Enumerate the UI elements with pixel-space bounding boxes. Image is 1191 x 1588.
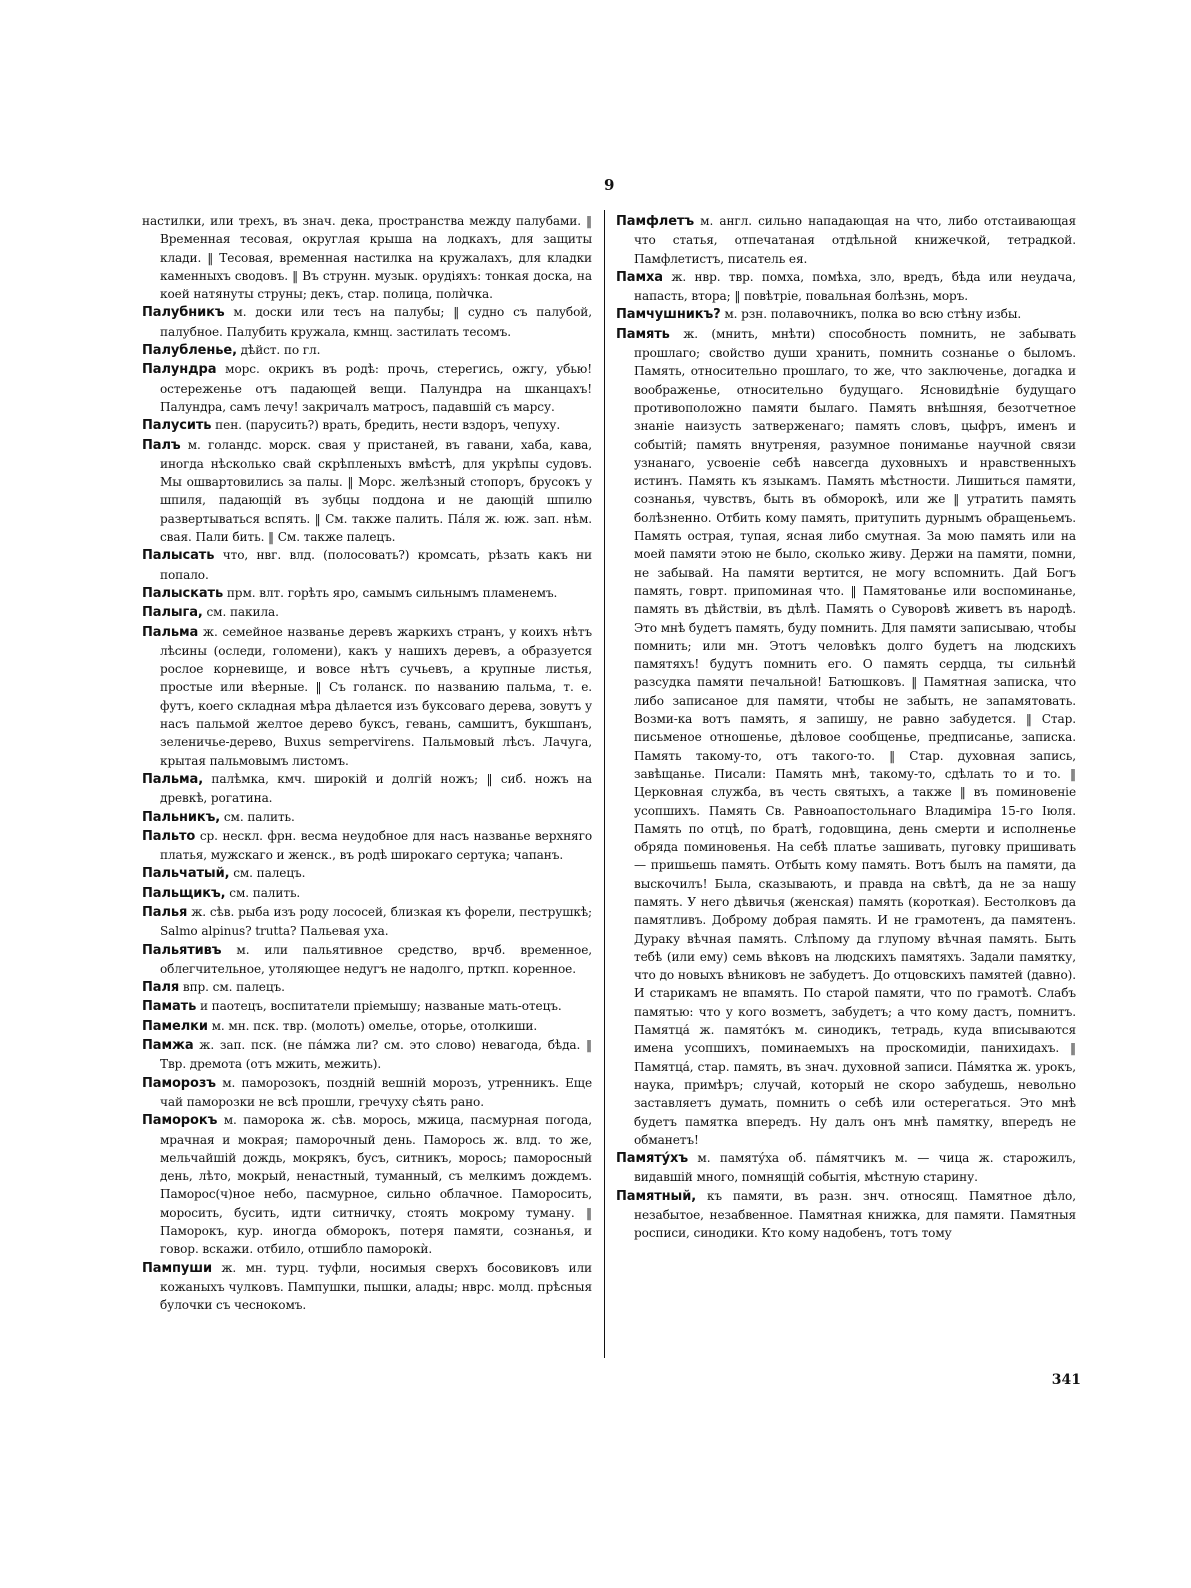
dictionary-entry: [142, 623, 592, 770]
entry-headword: Палыга,: [142, 605, 203, 621]
signature-mark: 9: [604, 176, 615, 194]
entry-headword: Паморокъ: [142, 1113, 218, 1129]
entry-headword: Палысать: [142, 548, 215, 564]
dictionary-entry: [142, 212, 592, 303]
column-divider: [604, 210, 605, 1358]
entry-definition: м. мн. пск. твр. (молоть) омелье, оторье, отолкиши.: [211, 1018, 538, 1033]
entry-headword: Пальма: [142, 624, 199, 640]
dictionary-entry: [142, 1036, 592, 1074]
dictionary-entry: [142, 1111, 592, 1258]
left-column: [142, 212, 592, 1315]
entry-headword: Памха: [616, 269, 663, 285]
entry-definition: м. англ. сильно нападающая на что, либо отстаивающая что статья, отпечатаная отдѣльной книжечкой, тетрадкой. Памфлетистъ, писатель ея.: [634, 214, 1076, 266]
entry-headword: Пальма,: [142, 771, 204, 787]
dictionary-entry: [142, 884, 592, 903]
dictionary-entry: [142, 808, 592, 827]
dictionary-entry: [616, 1187, 1076, 1243]
entry-definition: м. доски или тесъ на палубы; ‖ судно съ палубой, палубное. Палубить кружала, кмнщ. застилать тесомъ.: [160, 305, 592, 339]
entry-definition: см. пакила.: [206, 605, 279, 620]
entry-definition: ж. мн. турц. туфли, носимыя сверхъ босовиковъ или кожаныхъ чулковъ. Пампушки, пышки, алады; нврс. молд. прѣсныя булочки съ чеснокомъ.: [160, 1260, 592, 1313]
entry-headword: Пальчатый,: [142, 866, 230, 882]
dictionary-entry: [142, 941, 592, 979]
entry-definition: дѣйст. по гл.: [240, 343, 321, 358]
entry-definition: что, нвг. влд. (полосовать?) кромсать, рѣзать какъ ни попало.: [160, 548, 592, 582]
entry-definition: и паотецъ, воспитатели пріемышу; названые мать-отецъ.: [199, 999, 562, 1014]
dictionary-entry: [142, 360, 592, 416]
entry-headword: Паля: [142, 980, 180, 996]
dictionary-entry: [616, 268, 1076, 306]
entry-definition: м. паморозокъ, поздній вешній морозъ, утренникъ. Еще чай паморозки не всѣ прошли, гречуху сѣять рано.: [160, 1075, 593, 1109]
dictionary-entry: [142, 546, 592, 584]
dictionary-entry: [616, 305, 1076, 324]
entry-headword: Памфлетъ: [616, 214, 695, 229]
dictionary-entry: [142, 978, 592, 997]
dictionary-entry: [616, 1149, 1076, 1187]
entry-definition: м. рзн. полавочникъ, полка во всю стѣну избы.: [724, 307, 1022, 322]
entry-headword: Память: [616, 326, 670, 342]
entry-headword: Памятýхъ: [616, 1151, 688, 1167]
entry-definition: ж. зап. пск. (не пáмжа ли? см. это слово) невагода, бѣда. ‖ Твр. дремота (отъ мжить, межить).: [160, 1038, 592, 1072]
entry-definition: см. палить.: [223, 809, 295, 824]
entry-headword: Пальникъ,: [142, 809, 221, 825]
entry-headword: Памелки: [142, 1018, 208, 1034]
dictionary-entry: [142, 1017, 592, 1036]
entry-definition: палѣмка, кмч. широкій и долгій ножъ; ‖ сиб. ножъ на древкѣ, рогатина.: [160, 771, 592, 806]
dictionary-entry: [142, 436, 592, 547]
dictionary-entry: [616, 212, 1076, 268]
dictionary-entry: [142, 303, 592, 341]
entry-definition: м. голандс. морск. свая у пристаней, въ гавани, хаба, кава, иногда нѣсколько свай скрѣпленыхъ вмѣстѣ, для укрѣпы судовъ. Мы ошвартовились за палы. ‖ Морс. желѣзный стопоръ, брусокъ у шпиля, падающій въ зубцы поддона и не дающій шпилю развертываться вспять. ‖ См. также палить. Пáля ж. юж. зап. нѣм. свая. Пали бить. ‖ См. также палецъ.: [160, 437, 593, 545]
entry-headword: Палубникъ: [142, 305, 225, 321]
entry-definition: впр. см. палецъ.: [182, 980, 285, 995]
entry-definition: ж. семейное названье деревъ жаркихъ странъ, у коихъ нѣтъ лѣсины (оследи, голомени), какъ у нашихъ деревъ, а образуется рослое корневище, и вовсе нѣтъ сучьевъ, а крупные листья, простые или вѣерные. ‖ Съ голанск. по названию пальма, т. е. футъ, коего складная мѣра дѣлается изъ буксоваго дерева, зовутъ у насъ пальмой желтое дерево буксъ, гевань, самшитъ, букшпанъ, зеленичье-дерево, Buxus sempervirens. Пальмовый лѣсъ. Лачуга, крытая пальмовымъ листомъ.: [160, 624, 592, 768]
dictionary-entry: [142, 903, 592, 941]
entry-headword: Палусить: [142, 418, 212, 434]
dictionary-entry: [142, 770, 592, 808]
entry-headword: Памятный,: [616, 1188, 697, 1204]
page-number: 341: [1051, 1372, 1081, 1388]
entry-headword: Палубленье,: [142, 343, 237, 359]
entry-headword: Пальто: [142, 828, 196, 844]
entry-definition: къ памяти, въ разн. знч. относящ. Памятное дѣло, незабытое, незабвенное. Памятная книжка, для памяти. Памятныя росписи, синодики. Кто кому надобенъ, тотъ тому: [634, 1188, 1076, 1241]
entry-headword: Палья: [142, 904, 188, 920]
entry-definition: м. паморока ж. сѣв. морось, мжица, пасмурная погода, мрачная и мокрая; паморочный день. Паморось ж. влд. то же, мельчайшій дождь, мокрякъ, бусъ, ситникъ, морось; паморосный день, лѣто, мокрый, ненастный, туманный, съ мелкимъ дождемъ. Паморос(ч)ное небо, пасмурное, сильно облачное. Паморосить, моросить, бусить, идти ситничку, стоять мокрому туману. ‖ Паморокъ, кур. иногда обморокъ, потеря памяти, сознанья, и говор. вскажи. отбило, отшибло паморокѝ.: [160, 1113, 593, 1257]
entry-definition: пен. (парусить?) врать, бредить, нести вздоръ, чепуху.: [215, 418, 561, 433]
entry-definition: морс. окрикъ въ родѣ: прочь, стерегись, ожгу, убью! остереженье отъ падающей вещи. Палундра на шканцахъ! Палундра, самъ лечу! закричалъ матросъ, падавшій съ марсу.: [160, 362, 592, 414]
entry-headword: Пальщикъ,: [142, 885, 226, 901]
dictionary-entry: [142, 997, 592, 1016]
entry-definition: см. палецъ.: [233, 866, 306, 881]
dictionary-entry: [142, 1074, 592, 1112]
entry-definition: м. памятýха об. пáмятчикъ м. — чица ж. старожилъ, видавшій много, помнящій событія, мѣстную старину.: [634, 1151, 1076, 1185]
entry-headword: Палъ: [142, 437, 181, 453]
entry-headword: Палыскать: [142, 585, 224, 601]
dictionary-entry: [142, 1259, 592, 1315]
right-column: [616, 212, 1076, 1243]
dictionary-entry: [616, 325, 1076, 1149]
entry-definition: см. палить.: [229, 885, 301, 900]
entry-headword: Памчушникъ?: [616, 307, 721, 323]
entry-definition: ж. нвр. твр. помха, помѣха, зло, вредъ, бѣда или неудача, напасть, втора; ‖ повѣтріе, повальная болѣзнь, моръ.: [634, 269, 1076, 304]
dictionary-entry: [142, 827, 592, 865]
entry-definition: ср. нескл. фрн. весма неудобное для насъ названье верхняго платья, мужскаго и женск., въ родѣ широкаго сертука; чапанъ.: [160, 828, 593, 863]
entry-definition: ж. (мнить, мнѣти) способность помнить, не забывать прошлаго; свойство души хранить, помнить сознанье о быломъ. Память, относительно прошлаго, то же, что заключенье, догадка и воображенье, относительно будущаго. Ясновидѣніе будущаго противоположно памяти былаго. Память внѣшняя, безотчетное знаніе наизусть затверженаго; память словъ, цыфръ, именъ и событій; память внутреняя, разумное пониманье научной связи узнанаго, усвоеніе себѣ навсегда духовныхъ и нравственныхъ истинъ. Память къ языкамъ. Память мѣстности. Лишиться памяти, сознанья, чувствъ, быть въ обморокѣ, или же ‖ утратить память болѣзненно. Отбить кому память, притупить дурнымъ обращеньемъ. Память острая, тупая, ясная либо смутная. За мою память или на моей памяти этою не было, сколько живу. Держи на памяти, помни, не забывай. На памяти вертится, не могу вспомнить. Дай Богъ память, говрт. припоминая что. ‖ Памятованье или воспоминанье, память въ дѣйствіи, въ дѣлѣ. Память о Суворовѣ живетъ въ народѣ. Это мнѣ будетъ память, буду помнить. Для памяти записываю, чтобы помнить; или мн. Этотъ человѣкъ долго будетъ на людскихъ памятяхъ! будутъ помнить его. О память сердца, ты сильнѣй разсудка памяти печальной! Батюшковъ. ‖ Памятная записка, что либо записаное для памяти, чтобы не забыть, не запамятовать. Возми-ка вотъ память, я запишу, не равно забудется. ‖ Стар. письменое отношенье, дѣловое сообщенье, предписанье, записка. Память такому-то, отъ такого-то. ‖ Стар. духовная запись, завѣщанье. Писали: Память мнѣ, такому-то, сдѣлать то и то. ‖ Церковная служба, въ честь святыхъ, а также ‖ въ поминовеніе усопшихъ. Память Св. Равноапостольнаго Владиміра 15-го Іюля. Память по отцѣ, по братѣ, годовщина, день смерти и исполненье обряда поминовенья. На себѣ платье зашивать, пуговку пришивать — пришьешь память. Отбыть кому память. Вотъ былъ на памяти, да выскочилъ! Была, сказывають, и правда на свѣтѣ, да не за нашу память. У него дѣвичья (женская) память (короткая). Бестолковъ да памятливъ. Доброму добрая память. И не грамотенъ, да памятенъ. Дураку вѣчная память. Слѣпому да глупому вѣчная память. Быть тебѣ (или ему) семь вѣковъ на людскихъ памятяхъ. Задали памятку, что до новыхъ вѣниковъ не забудетъ. До отцовскихъ памятей (давно). И старикамъ не впамять. По старой памяти, что по грамотѣ. Слабъ памятью: что у кого возметъ, забудетъ; а что кому дастъ, помнитъ. Памятцá ж. памятóкъ м. синодикъ, тетрадь, куда вписываются имена усопшихъ, поминаемыхъ на проскомидіи, панихидахъ. ‖ Памятцá, стар. память, въ знач. духовной записи. Пáмятка ж. урокъ, наука, примѣръ; случай, который не скоро забудешь, невольно заставляетъ думать, помнить о себѣ или остерегаться. Это мнѣ будетъ памятка впередъ. Ну далъ онъ мнѣ памятку, впередъ не обманетъ!: [634, 326, 1076, 1147]
dictionary-entry: [142, 584, 592, 603]
entry-definition: настилки, или трехъ, въ знач. дека, пространства между палубами. ‖ Временная тесовая, округлая крыша на лодкахъ, для защиты клади. ‖ Тесовая, временная настилка на кружалахъ, для кладки каменныхъ сводовъ. ‖ Въ струнн. музык. орудіяхъ: тонкая доска, на коей натянуты струны; декъ, стар. полица, полѝчка.: [142, 214, 592, 302]
entry-definition: прм. влт. горѣть яро, самымъ сильнымъ пламенемъ.: [226, 585, 558, 600]
dictionary-entry: [142, 341, 592, 360]
entry-headword: Памать: [142, 999, 197, 1015]
entry-headword: Палундра: [142, 362, 217, 378]
entry-headword: Пампуши: [142, 1260, 212, 1276]
entry-headword: Пальятивъ: [142, 942, 222, 958]
entry-headword: Паморозъ: [142, 1075, 216, 1091]
entry-definition: ж. сѣв. рыба изъ роду лососей, близкая къ форели, пеструшкѣ; Salmo alpinus? trutta? Пальевая уха.: [160, 904, 592, 939]
dictionary-entry: [142, 416, 592, 435]
entry-definition: м. или пальятивное средство, врчб. временное, облегчительное, утоляющее недугъ не надолго, прткп. коренное.: [160, 942, 592, 976]
entry-headword: Памжа: [142, 1038, 194, 1054]
dictionary-entry: [142, 603, 592, 622]
dictionary-entry: [142, 864, 592, 883]
